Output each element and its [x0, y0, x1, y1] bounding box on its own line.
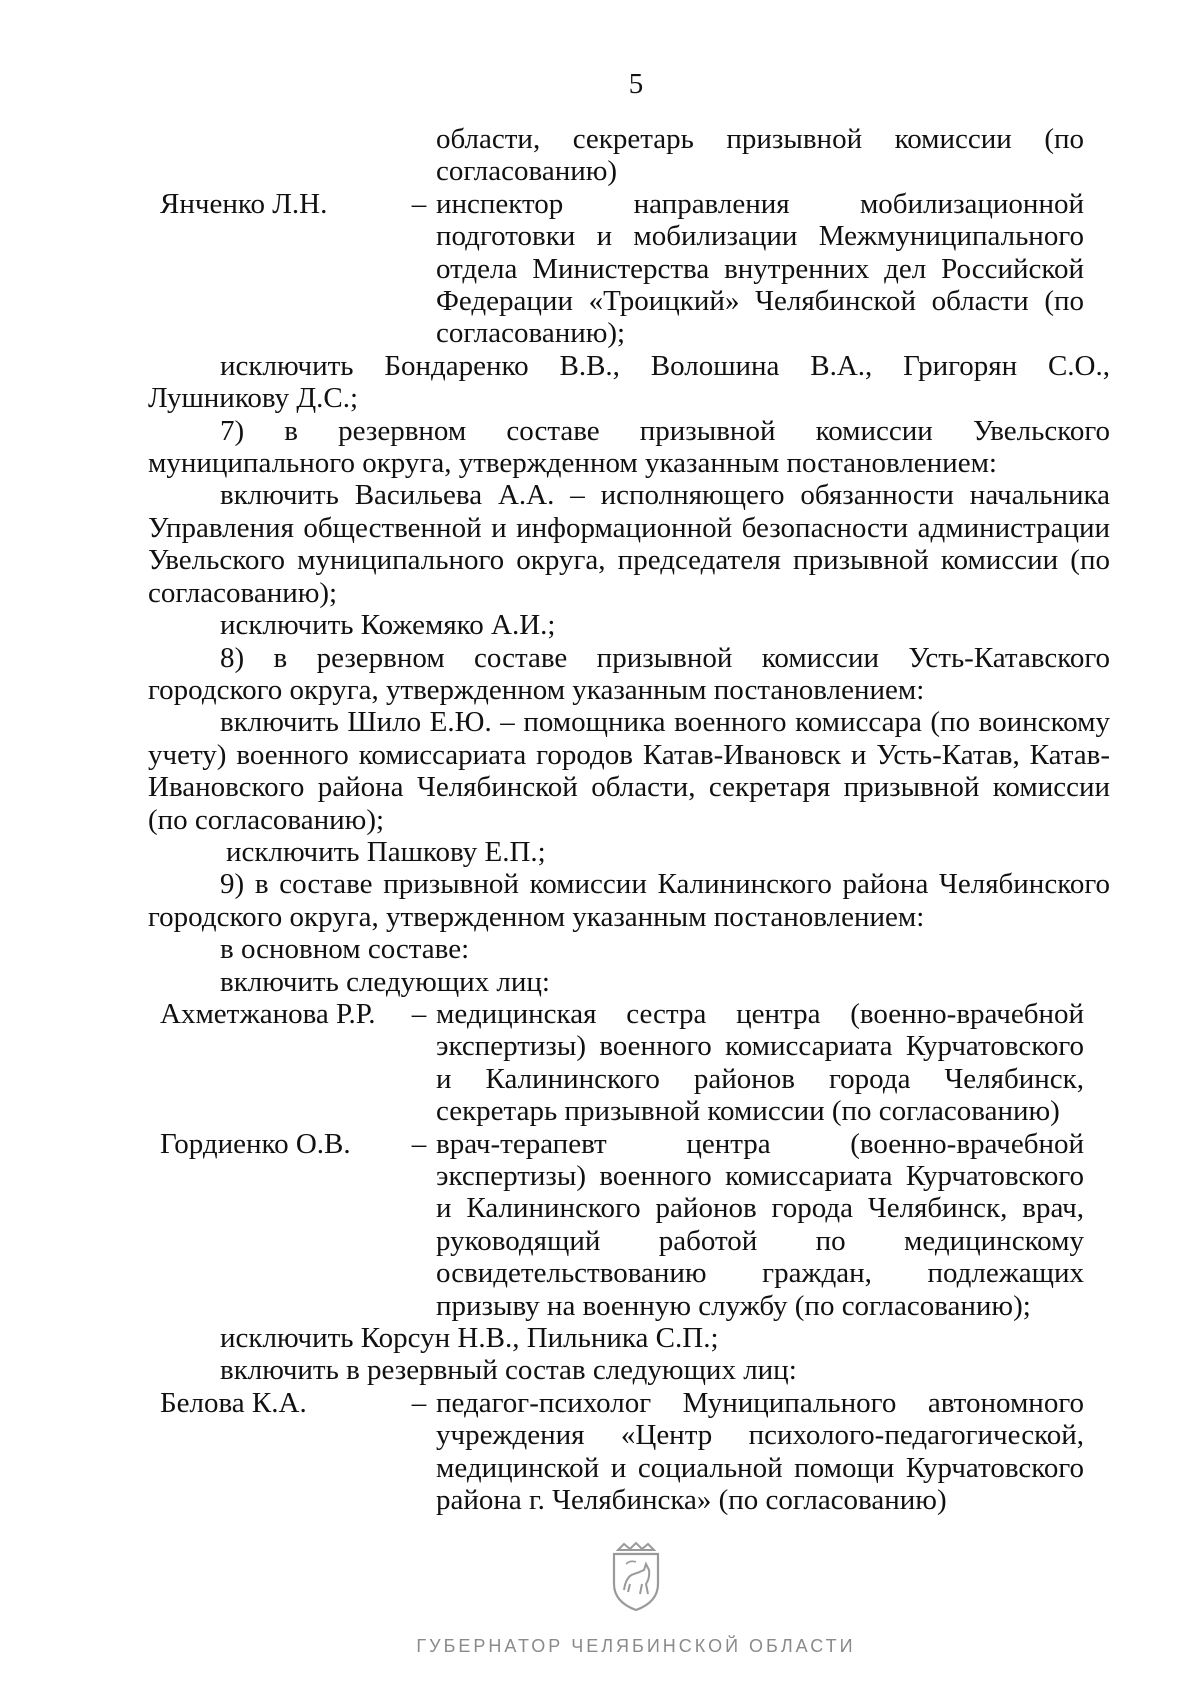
paragraph-include-vasiliev: включить Васильева А.А. – исполняющего обязанности начальника Управления общественной и информационной безопасности администрации Увельского муниципального округа, председателя призывной комиссии (по согласованию);: [148, 479, 1110, 609]
entry-name: [148, 123, 402, 188]
entry-akhmetzhanova: [148, 998, 1110, 1128]
entry-dash: –: [411, 187, 427, 220]
entry-text: педагог-психолог Муниципального автономного учреждения «Центр психолого-педагогической, медицинской и социальной помощи Курчатовского района г. Челябинска» (по согласованию): [436, 1386, 1084, 1517]
footer-caption: ГУБЕРНАТОР ЧЕЛЯБИНСКОЙ ОБЛАСТИ: [416, 1636, 856, 1656]
paragraph-exclude-3: исключить Пашкову Е.П.;: [226, 835, 546, 868]
page-number: 5: [628, 68, 644, 100]
entry-dash: –: [411, 1127, 427, 1160]
entry-name: Ахметжанова Р.Р.: [160, 997, 376, 1030]
entry-continuation: [148, 123, 1110, 188]
entry-name: Белова К.А.: [160, 1386, 307, 1419]
entry-text: инспектор направления мобилизационной подготовки и мобилизации Межмуниципального отдела Министерства внутренних дел Российской Федерации «Троицкий» Челябинской области (по согласованию);: [436, 187, 1084, 350]
entry-name: Янченко Л.Н.: [160, 187, 328, 220]
entry-text: области, секретарь призывной комиссии (по согласованию): [436, 123, 1084, 188]
entry-gordienko: [148, 1128, 1110, 1322]
paragraph-exclude-4: исключить Корсун Н.В., Пильника С.П.;: [220, 1322, 719, 1355]
paragraph-item-8: 8) в резервном составе призывной комиссии Усть-Катавского городского округа, утвержденном указанным постановлением:: [148, 641, 1110, 706]
paragraph-exclude-1: исключить Бондаренко В.В., Волошина В.А., Григорян С.О., Лушникову Д.С.;: [148, 349, 1110, 415]
entry-yanchenko: [148, 188, 1110, 350]
document-footer: [0, 1540, 1200, 1657]
paragraph-reserve-include: включить в резервный состав следующих лиц:: [220, 1354, 797, 1387]
entry-text: медицинская сестра центра (военно-врачебной экспертизы) военного комиссариата Курчатовского и Калининского районов города Челябинск, секретарь призывной комиссии (по согласованию): [436, 997, 1084, 1128]
paragraph-include-shilo: включить Шило Е.Ю. – помощника военного комиссара (по воинскому учету) военного комиссариата городов Катав-Ивановск и Усть-Катав, Катав-Ивановского района Челябинской области, секретаря призывной комиссии (по согласованию);: [148, 706, 1110, 836]
paragraph-item-7: 7) в резервном составе призывной комиссии Увельского муниципального округа, утвержденном указанным постановлением:: [148, 414, 1110, 480]
paragraph-include-persons: включить следующих лиц:: [220, 965, 550, 998]
entry-dash: –: [411, 1386, 427, 1419]
entry-dash: –: [411, 997, 427, 1030]
entry-name: Гордиенко О.В.: [160, 1127, 351, 1160]
entry-text: врач-терапевт центра (военно-врачебной экспертизы) военного комиссариата Курчатовского и Калининского районов города Челябинск, врач, руководящий работой по медицинскому освидетельствованию граждан, подлежащих призыву на военную службу (по согласованию);: [436, 1127, 1084, 1322]
chelyabinsk-coat-of-arms-icon: [606, 1540, 666, 1614]
document-body: [148, 123, 1110, 1516]
paragraph-main-composition: в основном составе:: [220, 933, 470, 966]
paragraph-item-9: 9) в составе призывной комиссии Калининского района Челябинского городского округа, утвержденном указанным постановлением:: [148, 868, 1110, 933]
entry-belova: [148, 1387, 1110, 1517]
paragraph-exclude-2: исключить Кожемяко А.И.;: [220, 609, 556, 642]
